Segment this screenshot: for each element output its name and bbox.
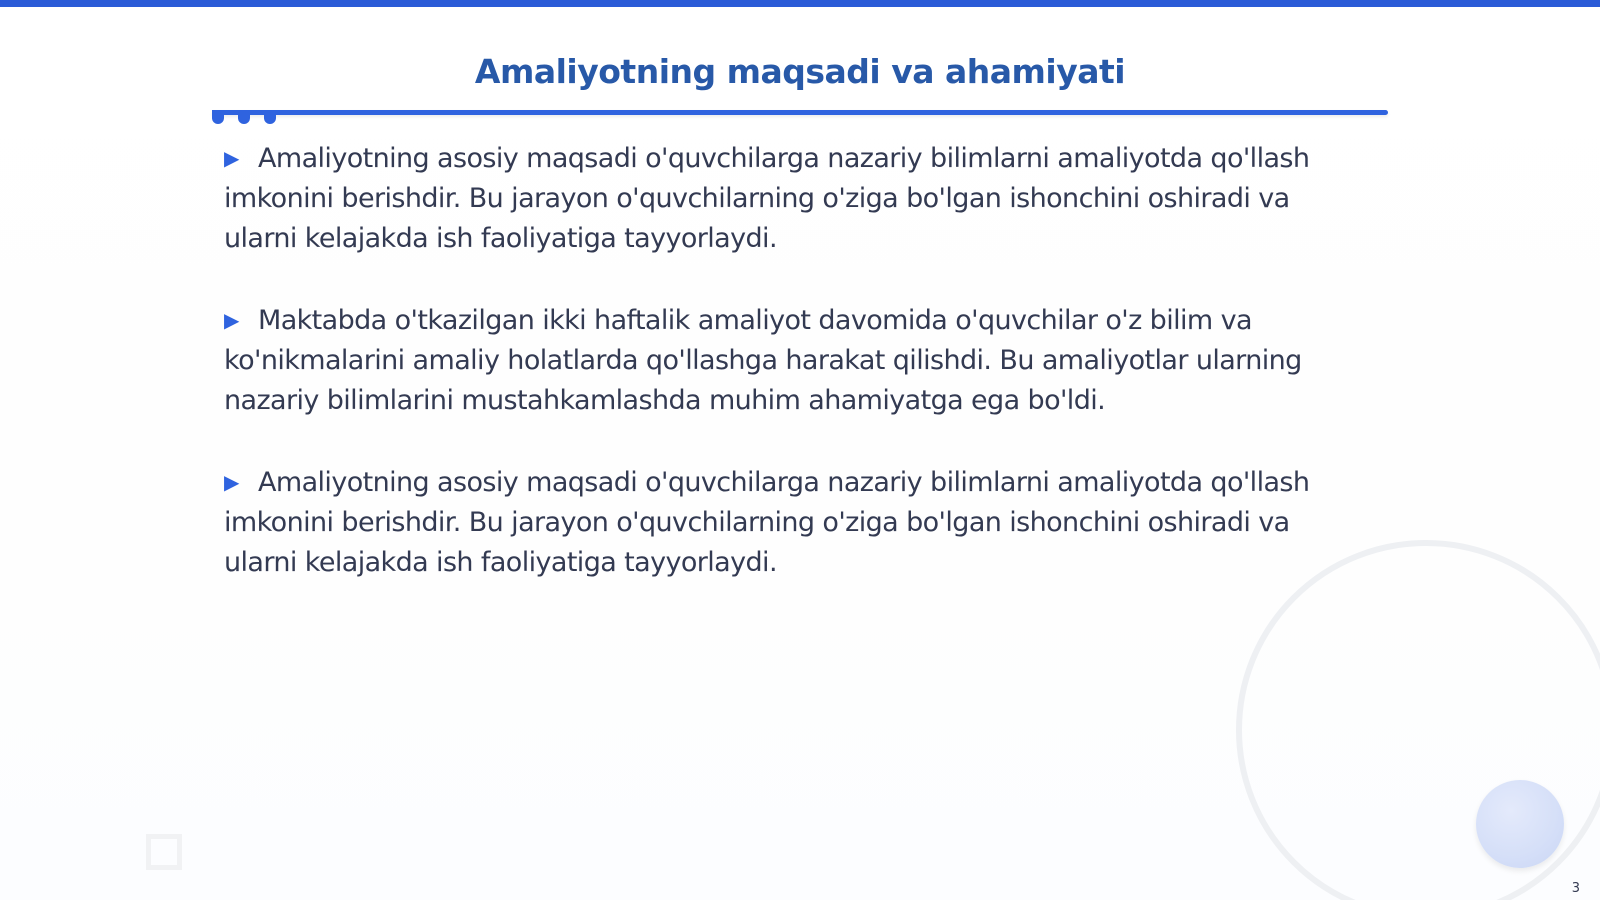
rule-dot [212,110,224,124]
paragraph-text: Amaliyotning asosiy maqsadi o'quvchilarga nazariy bilimlarni amaliyotda qo'llash imkonini berishdir. Bu jarayon o'quvchilarning o'ziga bo'lgan ishonchini oshiradi va ularni kelajakda ish faoliyatiga tayyorlaydi. [224,467,1310,578]
bullet-paragraph [224,462,1364,583]
bullet-paragraph [224,300,1364,421]
triangle-right-icon: ▶ [224,146,239,170]
content-body [224,138,1364,624]
title-underline [212,110,1388,115]
decorative-ball [1476,780,1564,868]
slide-title: Amaliyotning maqsadi va ahamiyati [474,52,1126,91]
paragraph-text: Amaliyotning asosiy maqsadi o'quvchilarga nazariy bilimlarni amaliyotda qo'llash imkonini berishdir. Bu jarayon o'quvchilarning o'ziga bo'lgan ishonchini oshiradi va ularni kelajakda ish faoliyatiga tayyorlaydi. [224,143,1310,254]
top-accent-bar [0,0,1600,7]
triangle-right-icon: ▶ [224,308,239,332]
page-number: 3 [1571,881,1580,896]
paragraph-text: Maktabda o'tkazilgan ikki haftalik amaliyot davomida o'quvchilar o'z bilim va ko'nikmalarini amaliy holatlarda qo'llashga harakat qilishdi. Bu amaliyotlar ularning nazariy bilimlarini mustahkamlashda muhim ahamiyatga ega bo'ldi. [224,305,1302,416]
rule-dot [238,110,250,124]
rule-dot [264,110,276,124]
decorative-square [146,834,182,870]
bullet-paragraph [224,138,1364,259]
triangle-right-icon: ▶ [224,470,239,494]
